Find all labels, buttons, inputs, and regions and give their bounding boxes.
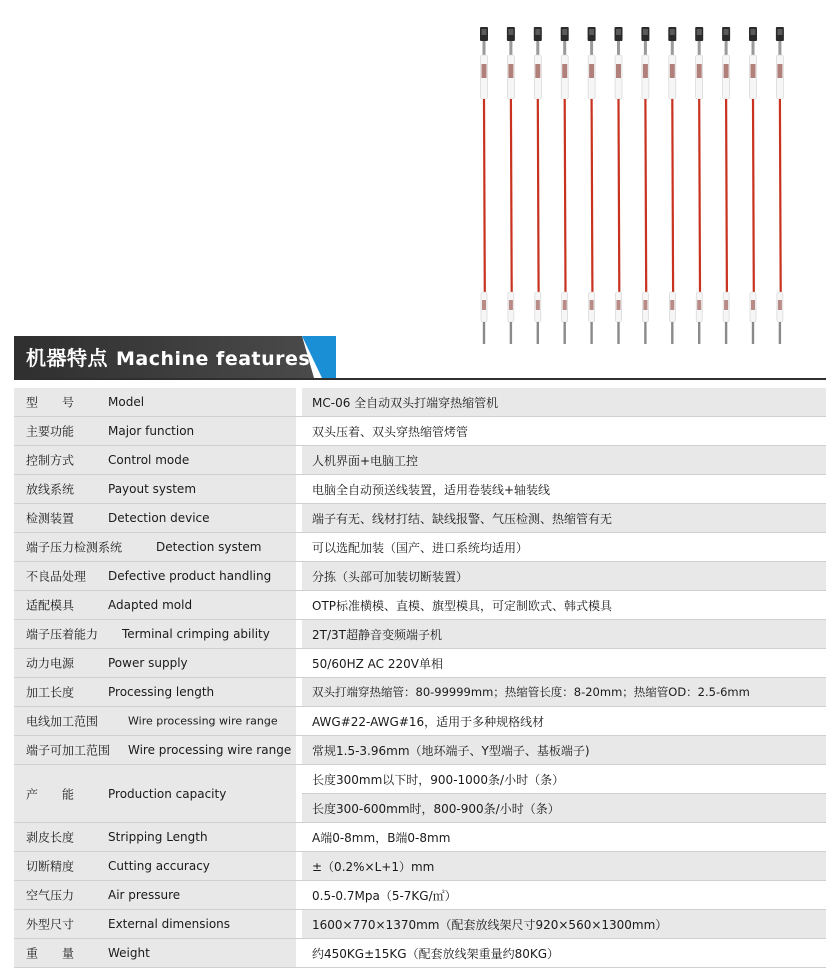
spec-row: [14, 707, 826, 736]
spec-label-zh: 适配模具: [26, 598, 75, 613]
sleeve-marking: [643, 64, 648, 78]
spec-value: 可以选配加装（国产、进口系统均适用）: [302, 533, 826, 562]
spec-value: 电脑全自动预送线装置，适用卷装线+轴装线: [302, 475, 826, 504]
spec-label-en: Payout system: [108, 482, 197, 496]
wire-harness: [561, 27, 569, 344]
spec-label-zh: 产 能: [26, 787, 75, 801]
spec-label-zh: 放线系统: [26, 482, 75, 497]
spec-label-zh: 不良品处理: [26, 569, 87, 584]
spec-label-zh: 切断精度: [26, 859, 75, 874]
sleeve-marking: [670, 300, 674, 310]
spec-row: [14, 591, 826, 620]
red-wire: [565, 99, 566, 292]
spec-value: 50/60HZ AC 220V单相: [302, 649, 826, 678]
spec-label: [14, 678, 296, 707]
spec-label-en: Detection system: [156, 540, 262, 554]
wire-harness: [776, 27, 784, 344]
spec-label-en: Cutting accuracy: [108, 859, 210, 873]
crimp-terminal: [698, 41, 701, 55]
spec-label-en: Production capacity: [108, 786, 227, 801]
spec-label-zh: 主要功能: [26, 424, 75, 439]
terminal-housing-window: [535, 29, 540, 35]
spec-row: [14, 881, 826, 910]
spec-label-en: Control mode: [108, 453, 190, 467]
spec-label-en: Model: [108, 395, 145, 409]
spec-row: [14, 649, 826, 678]
spec-label: [14, 736, 296, 765]
red-wire: [619, 99, 620, 292]
spec-value: 人机界面+电脑工控: [302, 446, 826, 475]
wire-harness: [668, 27, 676, 344]
spec-value: 长度300mm以下时，900-1000条/小时（条）: [302, 765, 826, 794]
spec-label-en: Terminal crimping ability: [122, 627, 270, 641]
spec-label-en: Processing length: [108, 685, 215, 699]
spec-label-zh: 控制方式: [26, 453, 75, 468]
spec-row: [14, 562, 826, 591]
terminal-housing-window: [508, 29, 513, 35]
spec-label: [14, 852, 296, 881]
spec-label: [14, 446, 296, 475]
sleeve-marking: [617, 300, 621, 310]
spec-row: [14, 620, 826, 649]
wire-harness: [641, 27, 649, 344]
spec-label: [14, 910, 296, 939]
red-wire: [672, 99, 673, 292]
banner-underline: [14, 378, 826, 380]
sleeve-marking: [589, 64, 594, 78]
crimp-terminal: [563, 41, 566, 55]
spec-label: [14, 562, 296, 591]
wire-harness: [507, 27, 515, 344]
section-title-zh: 机器特点: [26, 346, 108, 370]
spec-label: [14, 591, 296, 620]
sleeve-marking: [724, 300, 728, 310]
sleeve-marking: [670, 64, 675, 78]
wire-harness: [480, 27, 488, 344]
bottom-terminal: [644, 322, 646, 344]
spec-label-zh: 电线加工范围: [26, 714, 99, 729]
spec-label-en: Major function: [108, 424, 195, 438]
wire-harness: [722, 27, 730, 344]
spec-value: 双头压着、双头穿热缩管烤管: [302, 417, 826, 446]
crimp-terminal: [725, 41, 728, 55]
crimp-terminal: [590, 41, 593, 55]
spec-label-zh: 重 量: [26, 946, 75, 961]
spec-label-en: External dimensions: [108, 917, 231, 931]
crimp-terminal: [778, 41, 781, 55]
spec-row: [14, 910, 826, 939]
spec-row: [14, 388, 826, 417]
sleeve-marking: [508, 64, 513, 78]
terminal-housing-window: [589, 29, 594, 35]
spec-value: 长度300-600mm时，800-900条/小时（条）: [302, 794, 826, 823]
wire-harness: [588, 27, 596, 344]
crimp-terminal: [644, 41, 647, 55]
bottom-terminal: [510, 322, 512, 344]
red-wire: [511, 99, 512, 292]
spec-label-zh: 空气压力: [26, 888, 75, 903]
spec-label: [14, 707, 296, 736]
spec-row: [14, 852, 826, 881]
spec-label: [14, 620, 296, 649]
terminal-housing-window: [670, 29, 675, 35]
wire-harness-illustration: [0, 0, 840, 360]
terminal-housing-window: [777, 29, 782, 35]
bottom-terminal: [698, 322, 700, 344]
sleeve-marking: [778, 300, 782, 310]
bottom-terminal: [483, 322, 485, 344]
crimp-terminal: [536, 41, 539, 55]
spec-value: 分拣（头部可加装切断装置）: [302, 562, 826, 591]
sleeve-marking: [536, 300, 540, 310]
sleeve-marking: [616, 64, 621, 78]
spec-value: 常规1.5-3.96mm（地环端子、Y型端子、基板端子): [302, 736, 826, 765]
spec-row: [14, 417, 826, 446]
sleeve-marking: [697, 300, 701, 310]
terminal-housing-window: [751, 29, 756, 35]
terminal-housing-window: [697, 29, 702, 35]
spec-row: [14, 736, 826, 765]
spec-label: [14, 881, 296, 910]
spec-row: [14, 504, 826, 533]
bottom-terminal: [752, 322, 754, 344]
crimp-terminal: [671, 41, 674, 55]
sleeve-marking: [535, 64, 540, 78]
spec-label: [14, 823, 296, 852]
spec-label: [14, 475, 296, 504]
spec-label-en: Wire processing wire range: [128, 714, 278, 728]
sleeve-marking: [562, 64, 567, 78]
spec-row: [14, 475, 826, 504]
red-wire: [726, 99, 727, 292]
spec-label-zh: 端子压力检测系统: [26, 540, 123, 555]
terminal-housing-window: [616, 29, 621, 35]
spec-label-zh: 外型尺寸: [26, 917, 75, 932]
sleeve-marking: [563, 300, 567, 310]
spec-label: [14, 649, 296, 678]
spec-label-en: Defective product handling: [108, 569, 272, 583]
spec-label-en: Air pressure: [108, 888, 181, 902]
terminal-housing-window: [482, 29, 487, 35]
spec-label-zh: 端子可加工范围: [26, 743, 111, 758]
sleeve-marking: [777, 64, 782, 78]
spec-value: MC-06 全自动双头打端穿热缩管机: [302, 388, 826, 417]
red-wire: [753, 99, 754, 292]
sleeve-marking: [751, 64, 756, 78]
spec-row: [14, 446, 826, 475]
spec-label-zh: 型 号: [26, 395, 75, 410]
terminal-housing-window: [643, 29, 648, 35]
spec-value: 0.5-0.7Mpa（5-7KG/㎡）: [302, 881, 826, 910]
sleeve-marking: [751, 300, 755, 310]
spec-table: [14, 388, 826, 968]
sleeve-marking: [724, 64, 729, 78]
wire-harness: [615, 27, 623, 344]
spec-row: [14, 678, 826, 707]
red-wire: [538, 99, 539, 292]
spec-label: [14, 939, 296, 968]
spec-label-zh: 加工长度: [26, 685, 75, 700]
spec-label-en: Power supply: [108, 656, 188, 670]
spec-row: [14, 939, 826, 968]
spec-label: [14, 504, 296, 533]
sleeve-marking: [643, 300, 647, 310]
spec-label-en: Adapted mold: [108, 598, 193, 612]
spec-label: [14, 765, 296, 823]
red-wire: [592, 99, 593, 292]
wire-harness: [749, 27, 757, 344]
product-photo: [0, 0, 840, 360]
crimp-terminal: [509, 41, 512, 55]
bottom-terminal: [564, 322, 566, 344]
sleeve-marking: [482, 300, 486, 310]
wire-harness: [534, 27, 542, 344]
spec-value: ±（0.2%×L+1）mm: [302, 852, 826, 881]
red-wire: [699, 99, 700, 292]
spec-value: AWG#22-AWG#16，适用于多种规格线材: [302, 707, 826, 736]
section-title: [26, 342, 310, 371]
sleeve-marking: [509, 300, 513, 310]
red-wire: [645, 99, 646, 292]
bottom-terminal: [590, 322, 592, 344]
terminal-housing-window: [562, 29, 567, 35]
spec-value: 端子有无、线材打结、缺线报警、气压检测、热缩管有无: [302, 504, 826, 533]
spec-label-en: Stripping Length: [108, 830, 208, 844]
spec-label-en: Weight: [108, 946, 150, 960]
spec-label-en: Detection device: [108, 511, 210, 525]
spec-row: [14, 533, 826, 562]
crimp-terminal: [752, 41, 755, 55]
spec-label: [14, 388, 296, 417]
spec-value: 双头打端穿热缩管：80-99999mm；热缩管长度：8-20mm；热缩管OD：2.5-6mm: [302, 678, 826, 707]
spec-label: [14, 417, 296, 446]
terminal-housing-window: [724, 29, 729, 35]
bottom-terminal: [537, 322, 539, 344]
spec-value: 约450KG±15KG（配套放线架重量约80KG）: [302, 939, 826, 968]
spec-value: 1600×770×1370mm（配套放线架尺寸920×560×1300mm）: [302, 910, 826, 939]
wire-harness: [695, 27, 703, 344]
spec-value: 2T/3T超静音变频端子机: [302, 620, 826, 649]
section-heading-banner: [14, 336, 334, 378]
spec-label: [14, 533, 296, 562]
red-wire: [484, 99, 485, 292]
spec-row: [14, 823, 826, 852]
crimp-terminal: [483, 41, 486, 55]
spec-label-zh: 剥皮长度: [26, 830, 75, 845]
bottom-terminal: [725, 322, 727, 344]
section-title-en: Machine features: [116, 348, 311, 370]
spec-label-en: Wire processing wire range: [128, 743, 292, 757]
spec-value: OTP标准横模、直模、旗型模具，可定制欧式、韩式模具: [302, 591, 826, 620]
crimp-terminal: [617, 41, 620, 55]
bottom-terminal: [671, 322, 673, 344]
red-wire: [780, 99, 781, 292]
bottom-terminal: [617, 322, 619, 344]
spec-label-zh: 检测装置: [26, 511, 75, 526]
spec-label-zh: 端子压着能力: [26, 627, 99, 642]
bottom-terminal: [779, 322, 781, 344]
sleeve-marking: [590, 300, 594, 310]
spec-label-zh: 动力电源: [26, 656, 75, 671]
sleeve-marking: [697, 64, 702, 78]
sleeve-marking: [482, 64, 487, 78]
spec-value: A端0-8mm，B端0-8mm: [302, 823, 826, 852]
spec-row: [14, 765, 826, 794]
